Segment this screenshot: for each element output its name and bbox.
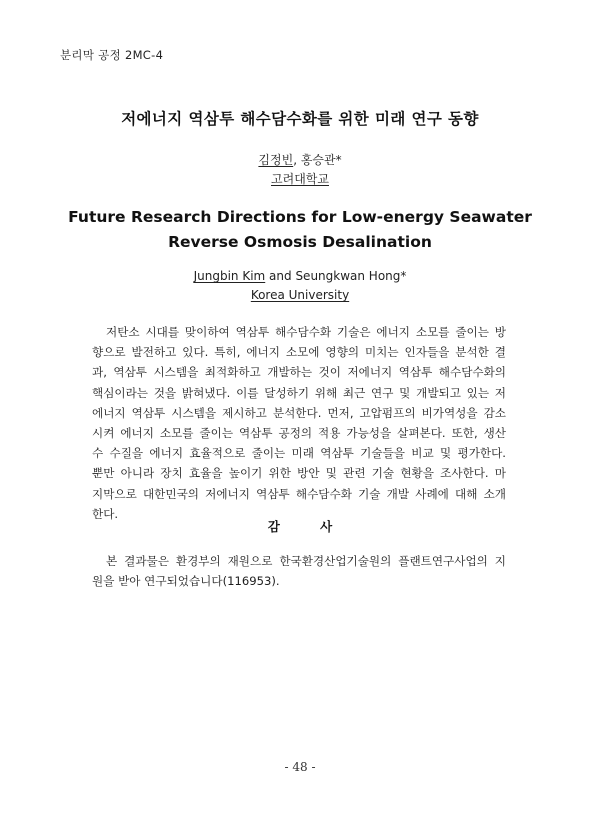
abstract-line: 저탄소 시대를 맞이하여 역삼투 해수담수화 기술은 에너지 소모를 줄이는 방 (106, 325, 506, 339)
korean-authors (0, 151, 600, 168)
abstract-line: 뿐만 아니라 장치 효율을 높이기 위한 방안 및 관련 기술 현황을 조사한다. 마 (92, 466, 506, 481)
english-title (0, 205, 600, 255)
acknowledgement-line: 본 결과물은 환경부의 재원으로 한국환경산업기술원의 플랜트연구사업의 지 (106, 554, 506, 568)
abstract-line: 시켜 에너지 소모를 줄이는 역삼투 공정의 적용 가능성을 살펴본다. 또한, 생산 (92, 425, 506, 440)
abstract-body (92, 322, 506, 524)
acknowledgement-body (92, 551, 506, 591)
english-title-line-1: Future Research Directions for Low-energy Seawater (68, 208, 532, 226)
english-coauthors: and Seungkwan Hong* (265, 269, 407, 283)
abstract-line: 수 수질을 에너지 효율적으로 줄이는 미래 역삼투 기술들을 비교 및 평가한다. (92, 446, 506, 461)
korean-affiliation: 고려대학교 (271, 172, 329, 186)
english-presenting-author: Jungbin Kim (193, 269, 266, 283)
abstract-line: 핵심이라는 것을 밝혀냈다. 이를 달성하기 위해 최근 연구 및 개발되고 있는 저 (92, 385, 506, 400)
abstract-line: 한다. (92, 506, 119, 521)
english-affiliation: Korea University (250, 288, 350, 302)
page-number: - 48 - (284, 760, 316, 774)
korean-title: 저에너지 역삼투 해수담수화를 위한 미래 연구 동향 (121, 110, 479, 128)
korean-coauthors: , 홍승관* (293, 153, 342, 167)
english-title-line-2: Reverse Osmosis Desalination (168, 233, 432, 251)
acknowledgement-heading: 감 사 (267, 519, 351, 534)
abstract-line: 에너지 역삼투 시스템을 제시하고 분석한다. 먼저, 고압펌프의 비가역성을 감소 (92, 405, 506, 420)
english-authors (0, 269, 600, 283)
abstract-line: 과, 역삼투 시스템을 최적화하고 개발하는 것이 저에너지 역삼투 해수담수화의 (92, 365, 506, 380)
session-tag: 분리막 공정 2MC-4 (60, 48, 164, 62)
abstract-line: 향으로 발전하고 있다. 특히, 에너지 소모에 영향의 미치는 인자들을 분석한 결 (92, 345, 506, 360)
korean-presenting-author: 김정빈 (258, 153, 294, 167)
abstract-line: 지막으로 대한민국의 저에너지 역삼투 해수담수화 기술 개발 사례에 대해 소개 (92, 486, 506, 501)
acknowledgement-line: 원을 받아 연구되었습니다(116953). (92, 574, 280, 589)
